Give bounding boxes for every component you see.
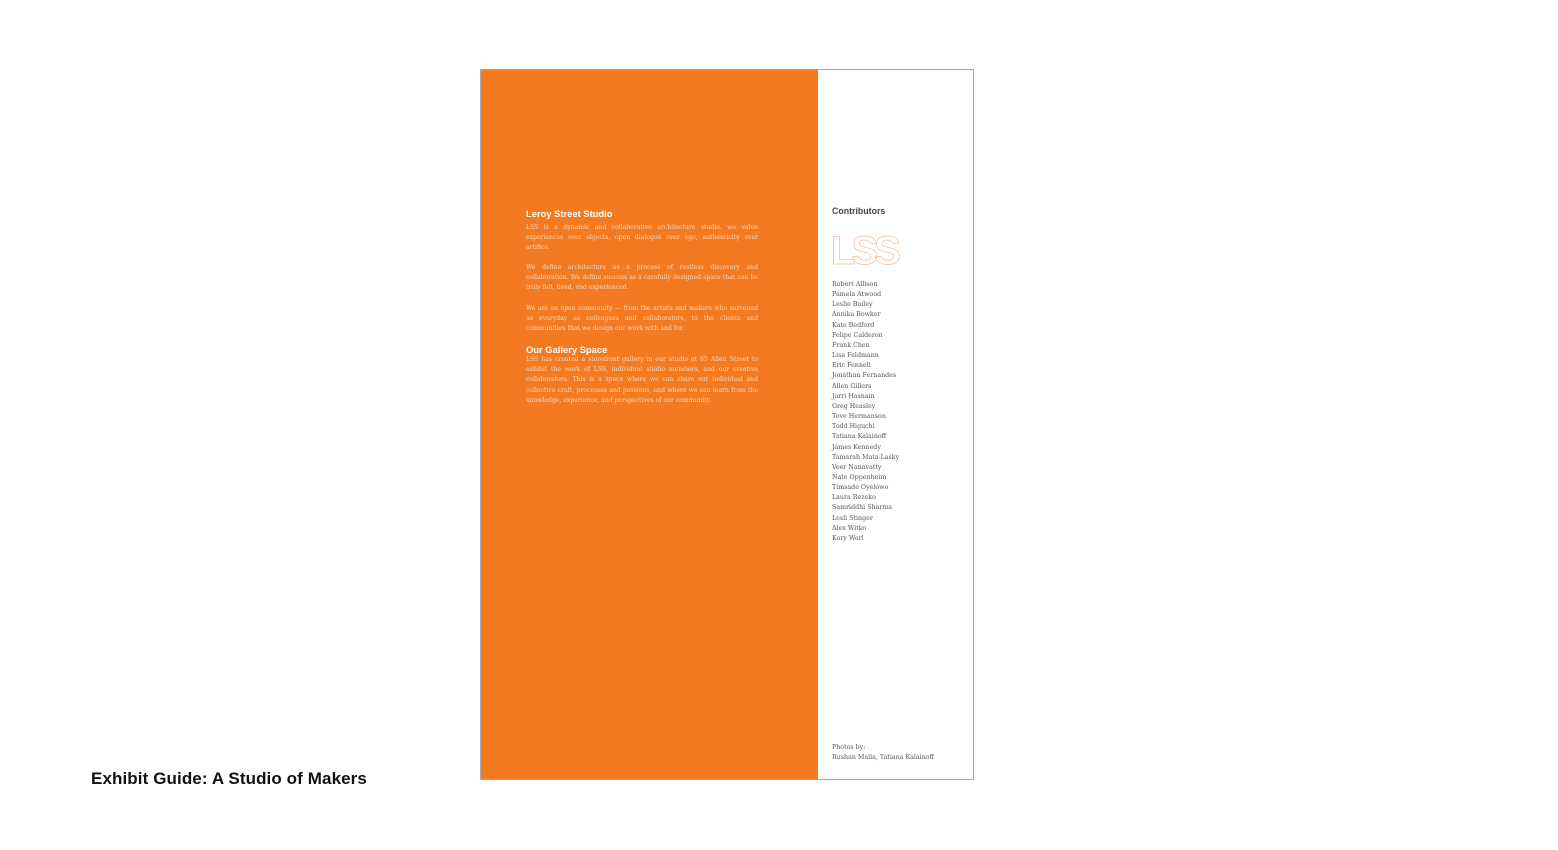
contributor-name: Eric Fennell: [832, 362, 871, 370]
studio-heading: Leroy Street Studio: [526, 208, 613, 219]
contributors-heading: Contributors: [832, 206, 886, 216]
contributor-name: Annika Bowker: [832, 311, 881, 319]
contributor-name: Lisa Feldmann: [832, 352, 879, 360]
contributor-name: Allen Gillers: [832, 382, 872, 390]
contributor-name: Tove Hermanson: [832, 413, 886, 421]
contributor-name: Todd Higuchi: [832, 423, 875, 431]
contributor-name: Kory Werl: [832, 534, 864, 542]
about-page: [481, 70, 818, 779]
contributor-name: Frank Chen: [832, 341, 870, 349]
photo-credits-label: Photos by:: [832, 744, 866, 751]
exhibit-guide-title: Exhibit Guide: A Studio of Makers: [91, 769, 367, 788]
contributor-name: Robert Allison: [832, 281, 878, 288]
contributor-name: Tamarah Mata-Lasky: [832, 453, 900, 461]
contributor-name: Greg Heasley: [832, 402, 876, 410]
gallery-heading: Our Gallery Space: [526, 344, 608, 355]
contributor-name: Kate Bedford: [832, 321, 875, 329]
contributor-name: Pamela Atwood: [832, 291, 882, 299]
contributor-name: Nate Oppenheim: [832, 473, 887, 481]
contributor-name: Jonathan Fernandes: [832, 372, 897, 380]
contributors-page: [818, 70, 973, 779]
contributor-name: Alex Witko: [832, 524, 867, 532]
contributor-name: Samriddhi Sharma: [832, 504, 893, 512]
intro-paragraph-3: We are an open community — from the artists and makers who surround us everyday as colleagues and collaborators, to the clients and communities that we design our work with and for.: [526, 305, 758, 333]
gallery-paragraph: LSS has created a storefront gallery in our studio at 65 Allen Street to exhibit the work of LSS, individual studio members, and our creative collaborators. This is a space where we can share our individual and collective craft, processes and passions, and where we can learn from the knowledge, experience, and perspectives of our community.: [526, 356, 758, 404]
contributor-name: Veer Nanavatty: [832, 463, 882, 471]
contributor-name: Lesli Stinger: [832, 514, 873, 522]
photo-credits-names: Rushan Malla, Tatiana Kalainoff: [832, 754, 935, 761]
logo-text: LSS: [831, 233, 897, 267]
lss-outline-logo-icon: [831, 233, 901, 267]
contributor-name: Jarri Hasnain: [832, 392, 875, 400]
intro-paragraph-2: We define architecture as a process of restless discovery and collaboration. We define success as a carefully designed space that can be truly felt, lived, and experienced.: [526, 264, 758, 292]
guide-spread: [480, 69, 974, 780]
contributor-name: Leslie Bailey: [832, 301, 873, 309]
contributor-name: Laura Rezeko: [832, 494, 876, 502]
contributor-name: Timsade Oyelowo: [832, 484, 889, 492]
contributor-name: Tatiana Kalainoff: [832, 433, 887, 441]
intro-paragraph-1: LSS is a dynamic and collaborative architecture studio. we value experiences over objects, open dialogue over ego, authenticity over artifice.: [526, 224, 758, 252]
contributors-list: [832, 280, 899, 544]
contributor-name: James Kennedy: [832, 443, 881, 451]
contributor-name: Felipe Calderon: [832, 331, 883, 339]
